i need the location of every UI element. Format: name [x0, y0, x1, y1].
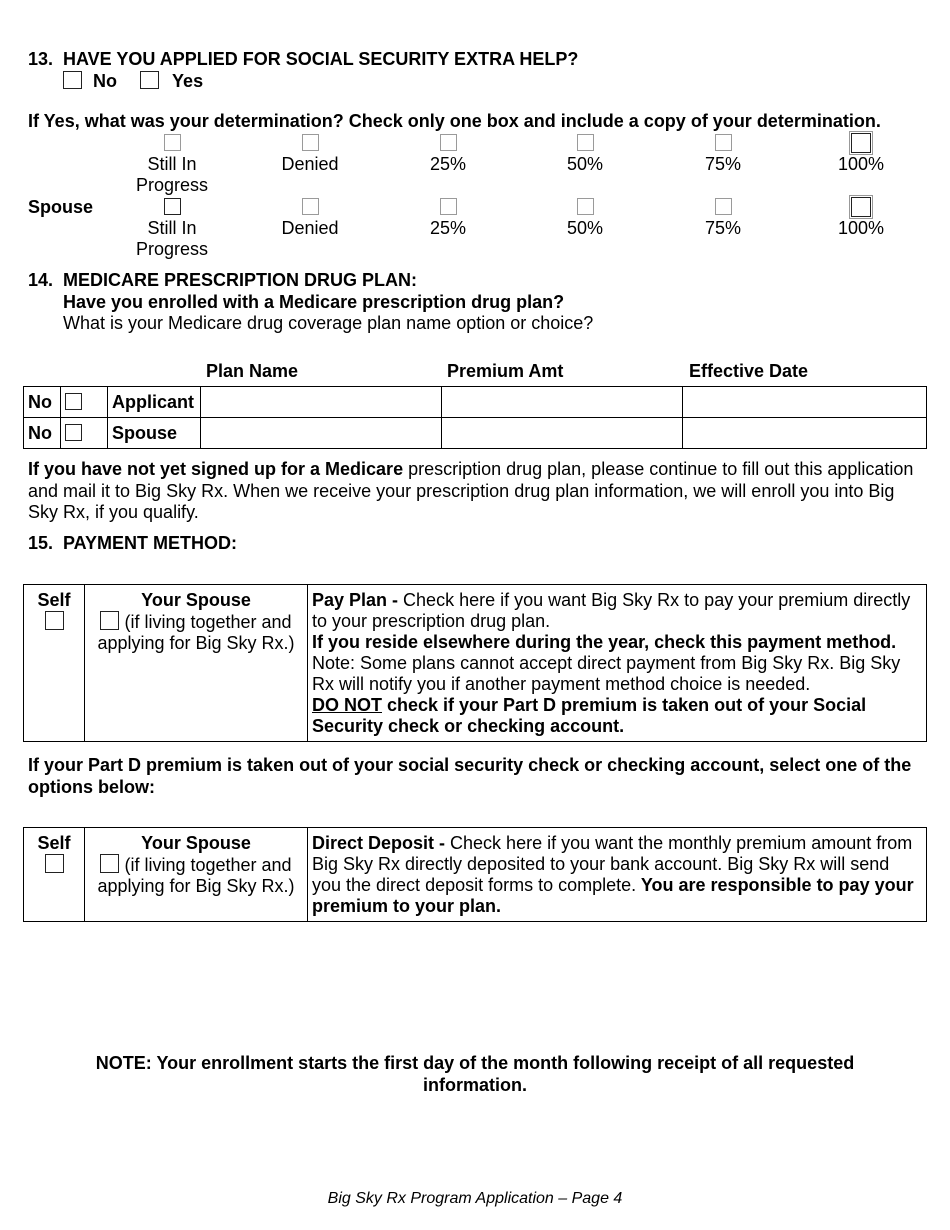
q13-spouse-checkbox-in-progress[interactable] [164, 198, 181, 215]
q13-spouse-label-75: 75% [704, 218, 742, 238]
q13-option-checkbox-in-progress[interactable] [164, 134, 181, 151]
table-row [24, 387, 927, 418]
q13-spouse-checkbox-denied[interactable] [302, 198, 319, 215]
q15-pay-plan-note: Note: Some plans cannot accept direct payment from Big Sky Rx. Big Sky Rx will notify you if another payment method choice is needed. [312, 653, 901, 694]
q14-plan-table [23, 386, 927, 449]
q15-spouse-label: Your Spouse [141, 590, 251, 610]
q15-pay-plan-bold: If you reside elsewhere during the year, check this payment method. [312, 632, 897, 652]
q15-direct-deposit-bold: You are responsible to pay your premium to your plan. [312, 875, 914, 916]
q13-option-label-25: 25% [429, 154, 467, 174]
q13-option-checkbox-25[interactable] [440, 134, 457, 151]
enrollment-note: NOTE: Your enrollment starts the first day of the month following receipt of all requested information. [95, 1053, 855, 1095]
q14-spouse-effective-date[interactable] [683, 418, 927, 449]
q14-note-bold: If you have not yet signed up for a Medicare [28, 459, 404, 479]
q14-applicant-plan-name[interactable] [201, 387, 442, 418]
q15-pay-plan-warn-underline: DO NOT [312, 695, 382, 715]
q14-note [28, 459, 928, 524]
q14-title: MEDICARE PRESCRIPTION DRUG PLAN: [63, 270, 418, 290]
q13-spouse-label: Spouse [28, 197, 94, 217]
q13-option-checkbox-100[interactable] [851, 133, 871, 153]
q14-col-premium: Premium Amt [447, 361, 564, 381]
q15-pay-plan-self-checkbox[interactable] [45, 611, 64, 630]
q15-direct-deposit-spouse-checkbox[interactable] [100, 854, 119, 873]
q15-direct-deposit-title: Direct Deposit - [312, 833, 446, 853]
q13-spouse-label-in-progress: Still In Progress [135, 218, 209, 259]
q15-spouse-note: (if living together and applying for Big Sky Rx.) [97, 612, 295, 653]
q13-spouse-checkbox-25[interactable] [440, 198, 457, 215]
page-footer: Big Sky Rx Program Application – Page 4 [327, 1190, 623, 1207]
q13-option-checkbox-50[interactable] [577, 134, 594, 151]
q13-yes-checkbox[interactable] [140, 71, 159, 89]
q15-dd-self-label: Self [37, 833, 71, 853]
q15-pay-plan-spouse-checkbox[interactable] [100, 611, 119, 630]
q13-applicant-options [0, 133, 950, 203]
q15-dd-spouse-label: Your Spouse [141, 833, 251, 853]
q14-row-who: Spouse [108, 418, 201, 449]
q15-number: 15. [28, 533, 54, 553]
q14-number: 14. [28, 270, 54, 290]
q14-applicant-no-checkbox[interactable] [65, 393, 82, 410]
q13-spouse-label-50: 50% [566, 218, 604, 238]
q13-answer-row [63, 71, 203, 92]
q13-no-label: No [93, 71, 118, 91]
q14-spouse-plan-name[interactable] [201, 418, 442, 449]
q14-subquestion: What is your Medicare drug coverage plan name option or choice? [63, 313, 594, 333]
q14-applicant-effective-date[interactable] [683, 387, 927, 418]
q13-yes-label: Yes [172, 71, 204, 91]
q15-pay-plan-title: Pay Plan - [312, 590, 399, 610]
q14-row-no: No [24, 418, 61, 449]
q13-option-checkbox-75[interactable] [715, 134, 732, 151]
q14-note-rest: prescription drug plan, please continue to fill out this application and mail it to Big Sky Rx. When we receive your prescription drug plan information, we will enroll you into Big Sky Rx, if you qualify. [28, 459, 914, 522]
q13-option-label-denied: Denied [281, 154, 339, 174]
q15-self-label: Self [37, 590, 71, 610]
q13-spouse-checkbox-50[interactable] [577, 198, 594, 215]
q13-spouse-label-denied: Denied [281, 218, 339, 238]
table-row [24, 585, 927, 742]
q15-direct-deposit-self-checkbox[interactable] [45, 854, 64, 873]
q15-dd-spouse-note: (if living together and applying for Big Sky Rx.) [97, 855, 295, 896]
q14-spouse-premium[interactable] [442, 418, 683, 449]
table-row [24, 828, 927, 922]
q15-pay-plan-table [23, 584, 927, 742]
q14-row-who: Applicant [108, 387, 201, 418]
q15-direct-deposit-text: Check here if you want the monthly premium amount from Big Sky Rx directly deposited to your bank account. Big Sky Rx will send you the direct deposit forms to complete. [312, 833, 913, 895]
q14-question: Have you enrolled with a Medicare prescription drug plan? [63, 292, 565, 312]
q15-pay-plan-warn: check if your Part D premium is taken out of your Social Security check or checking account. [312, 695, 867, 736]
q13-number: 13. [28, 49, 54, 69]
q13-spouse-label-25: 25% [429, 218, 467, 238]
q14-spouse-no-checkbox[interactable] [65, 424, 82, 441]
q14-col-plan-name: Plan Name [206, 361, 299, 381]
table-row [24, 418, 927, 449]
q13-spouse-label-100: 100% [837, 218, 885, 238]
q13-spouse-checkbox-100[interactable] [851, 197, 871, 217]
q14-col-effective-date: Effective Date [689, 361, 809, 381]
q15-pay-plan-text: Check here if you want Big Sky Rx to pay your premium directly to your prescription drug plan. [312, 590, 911, 631]
q14-applicant-premium[interactable] [442, 387, 683, 418]
q14-row-no: No [24, 387, 61, 418]
q13-title: HAVE YOU APPLIED FOR SOCIAL SECURITY EXTRA HELP? [63, 49, 579, 69]
q13-spouse-options [0, 197, 950, 267]
q15-social-security-prompt: If your Part D premium is taken out of your social security check or checking account, select one of the options below: [28, 755, 912, 797]
q13-determination-prompt: If Yes, what was your determination? Check only one box and include a copy of your determination. [28, 111, 881, 131]
q15-title: PAYMENT METHOD: [63, 533, 238, 553]
q13-spouse-checkbox-75[interactable] [715, 198, 732, 215]
q13-option-label-100: 100% [837, 154, 885, 174]
q13-option-label-in-progress: Still In Progress [135, 154, 209, 195]
q13-option-label-50: 50% [566, 154, 604, 174]
q13-option-label-75: 75% [704, 154, 742, 174]
q13-option-checkbox-denied[interactable] [302, 134, 319, 151]
q13-no-checkbox[interactable] [63, 71, 82, 89]
q15-direct-deposit-table [23, 827, 927, 922]
